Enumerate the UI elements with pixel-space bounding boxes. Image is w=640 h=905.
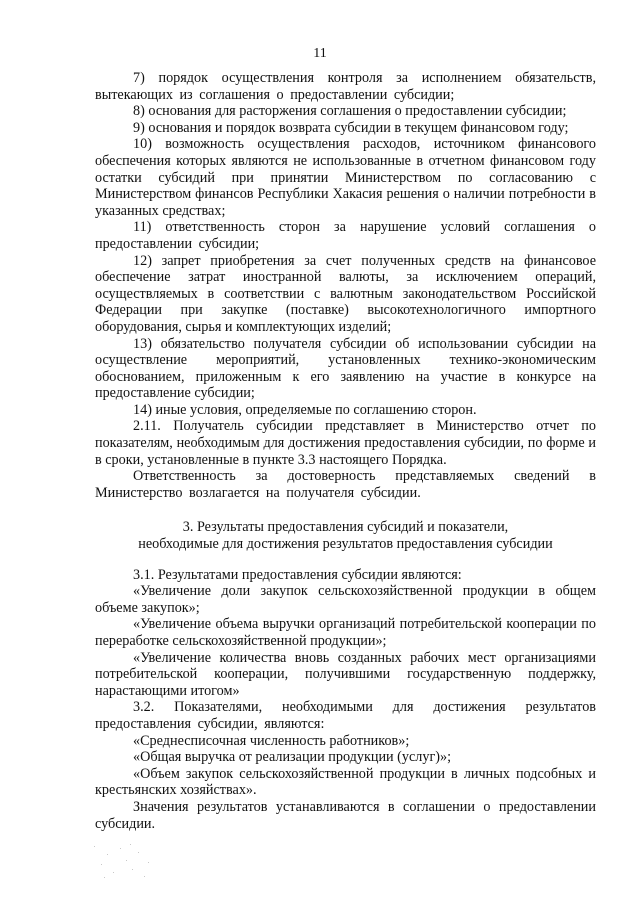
indicator-item-1: «Среднесписочная численность работников»;: [133, 732, 410, 749]
section-heading-line-2: необходимые для достижения результатов предоставления субсидии: [138, 536, 553, 553]
paragraph-item-12: 12) запрет приобретения за счет полученных средств на финансовое обеспечение затрат иностранной валюты, за исключением операций, осуществляемых в соответствии с валютным законодательством Российской Федерации при закупке (поставке) высокотехнологичного импортного оборудования, сырья и комплектующих изделий;: [95, 252, 596, 335]
paragraph-item-13: 13) обязательство получателя субсидии об использовании субсидии на осуществление мероприятий, установленных технико-экономическим обоснованием, приложенным к его заявлению на участие в конкурсе на предоставление субсидии;: [95, 335, 596, 402]
section-heading-line-1: 3. Результаты предоставления субсидий и показатели,: [182, 519, 509, 536]
paragraph-2-11: 2.11. Получатель субсидии представляет в Министерство отчет по показателям, необходимым для достижения предоставления субсидии, по форме и в сроки, установленные в пункте 3.3 настоящего Порядка.: [95, 418, 596, 468]
paragraph-item-11: 11) ответственность сторон за нарушение условий соглашения о предоставлении субсидии;: [95, 219, 596, 252]
paragraph-values: Значения результатов устанавливаются в соглашении о предоставлении субсидии.: [95, 798, 596, 832]
paragraph-responsibility: Ответственность за достоверность представляемых сведений в Министерство возлагается на получателя субсидии.: [95, 468, 596, 501]
result-item-1: «Увеличение доли закупок сельскохозяйственной продукции в общем объеме закупок»;: [95, 583, 596, 616]
paragraph-3-2: 3.2. Показателями, необходимыми для достижения результатов предоставления субсидии, являются:: [95, 699, 596, 732]
paragraph-item-10: 10) возможность осуществления расходов, источником финансового обеспечения которых являются не использованные в отчетном финансовом году остатки субсидий при принятии Министерством по согласованию с Министерством финансов Республики Хакасия решения о наличии потребности в указанных средствах;: [95, 136, 596, 219]
paragraph-item-14: 14) иные условия, определяемые по соглашению сторон.: [133, 401, 477, 418]
scan-noise: [92, 842, 152, 882]
paragraph-item-7: 7) порядок осуществления контроля за исполнением обязательств, вытекающих из соглашения о предоставлении субсидии;: [95, 70, 596, 103]
section-heading: [95, 519, 596, 552]
indicator-item-3: «Объем закупок сельскохозяйственной продукции в личных подсобных и крестьянских хозяйствах».: [95, 765, 596, 799]
indicator-item-2: «Общая выручка от реализации продукции (услуг)»;: [133, 749, 452, 766]
paragraph-item-9: 9) основания и порядок возврата субсидии в текущем финансовом году;: [133, 119, 569, 136]
result-item-2: «Увеличение объема выручки организаций потребительской кооперации по переработке сельскохозяйственной продукции»;: [95, 616, 596, 649]
paragraph-item-8: 8) основания для расторжения соглашения о предоставлении субсидии;: [133, 103, 567, 120]
paragraph-3-1: 3.1. Результатами предоставления субсидии являются:: [133, 566, 462, 583]
document-body: [95, 70, 596, 832]
page-number: 11: [313, 46, 327, 61]
result-item-3: «Увеличение количества вновь созданных рабочих мест организациями потребительской кооперации, получившими государственную поддержку, нарастающими итогом»: [95, 649, 596, 699]
